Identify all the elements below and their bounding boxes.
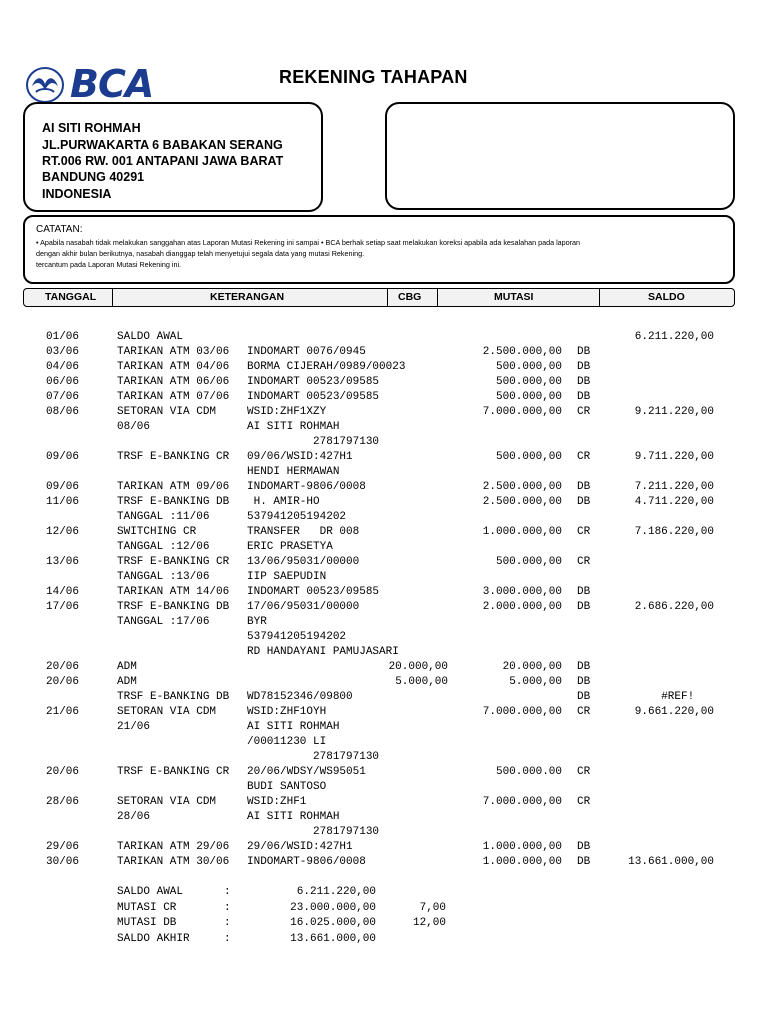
row-detail: INDOMART 00523/09585 [247,586,380,598]
row-saldo: 7.186.220,00 [634,526,714,538]
notes-heading: CATATAN: [36,224,83,235]
row-mutasi: 500.000,00 [495,361,562,373]
row-date: 08/06 [46,406,80,418]
notes-line: tercantum pada Laporan Mutasi Rekening ini. [36,260,182,269]
row-detail: BUDI SANTOSO [247,781,327,793]
row-saldo: 2.686.220,00 [634,601,714,613]
row-description: TRSF E-BANKING CR [117,451,230,463]
row-mutasi: 500.000,00 [495,451,562,463]
row-description: 21/06 [117,721,151,733]
notes-box [23,215,735,284]
row-detail: AI SITI ROHMAH [247,721,340,733]
row-description: TARIKAN ATM 14/06 [117,586,230,598]
header-divider [437,289,438,306]
row-type: CR [577,766,591,778]
customer-address-box [23,102,323,212]
summary-count: 7,00 [419,901,446,914]
row-saldo: 7.211.220,00 [634,481,714,493]
row-description: SETORAN VIA CDM [117,406,217,418]
customer-address-line: JL.PURWAKARTA 6 BABAKAN SERANG [42,138,283,152]
row-date: 20/06 [46,676,80,688]
row-type: DB [577,856,591,868]
row-description: TARIKAN ATM 29/06 [117,841,230,853]
row-date: 14/06 [46,586,80,598]
row-type: DB [577,841,591,853]
table-header [23,288,735,307]
customer-name: AI SITI ROHMAH [42,121,141,135]
row-detail: ERIC PRASETYA [247,541,333,553]
row-detail: INDOMART-9806/0008 [247,856,366,868]
row-type: CR [577,526,591,538]
row-type: DB [577,361,591,373]
row-detail: WSID:ZHF1XZY [247,406,327,418]
summary-amount: 23.000.000,00 [290,901,376,914]
row-date: 09/06 [46,481,80,493]
summary-amount: 6.211.220,00 [296,886,376,898]
row-date: 07/06 [46,391,80,403]
row-detail: IIP SAEPUDIN [247,571,327,583]
header-tanggal: TANGGAL [45,291,97,303]
row-date: 11/06 [46,496,80,508]
summary-label: MUTASI DB [117,917,177,929]
row-description: TARIKAN ATM 30/06 [117,856,230,868]
row-date: 29/06 [46,841,80,853]
row-mutasi: 2.500.000,00 [482,346,562,358]
row-date: 20/06 [46,661,80,673]
row-type: DB [577,661,591,673]
row-date: 17/06 [46,601,80,613]
summary-colon: : [224,886,231,898]
row-mutasi: 1.000.000,00 [482,841,562,853]
row-description: TANGGAL :11/06 [117,511,210,523]
summary-label: MUTASI CR [117,901,177,914]
row-description: ADM [117,676,137,688]
row-detail: 13/06/95031/00000 [247,556,360,568]
header-saldo: SALDO [648,291,685,303]
row-cbg-amount: 5.000,00 [395,676,448,688]
row-description: TRSF E-BANKING CR [117,766,230,778]
row-detail: 537941205194202 [247,631,347,643]
row-detail: 2781797130 [247,826,380,838]
row-mutasi: 2.500.000,00 [482,481,562,493]
row-mutasi: 3.000.000,00 [482,586,562,598]
row-saldo: 13.661.000,00 [628,856,714,868]
customer-address-line: RT.006 RW. 001 ANTAPANI JAWA BARAT [42,154,284,168]
row-detail: 20/06/WDSY/WS95051 [247,766,366,778]
row-description: SWITCHING CR [117,526,197,538]
row-mutasi: 7.000.000,00 [482,796,562,808]
row-type: DB [577,601,591,613]
row-description: 08/06 [117,421,151,433]
row-cbg-amount: 20.000,00 [388,661,448,673]
row-saldo: #REF! [661,691,714,703]
summary-label: SALDO AWAL [117,886,184,898]
row-detail: TRANSFER DR 008 [247,526,360,538]
summary-label: SALDO AKHIR [117,932,190,945]
row-detail: HENDI HERMAWAN [247,466,340,478]
row-mutasi: 1.000.000,00 [482,856,562,868]
header-divider [112,289,113,306]
row-detail: INDOMART 00523/09585 [247,391,380,403]
row-date: 21/06 [46,706,80,718]
row-description: TRSF E-BANKING CR [117,556,230,568]
row-mutasi: 7.000.000,00 [482,406,562,418]
row-detail: INDOMART-9806/0008 [247,481,366,493]
row-date: 30/06 [46,856,80,868]
row-mutasi: 2.500.000,00 [482,496,562,508]
bca-logo-text: BCA [70,62,154,106]
row-date: 09/06 [46,451,80,463]
row-date: 28/06 [46,796,80,808]
row-date: 12/06 [46,526,80,538]
notes-line: • Apabila nasabah tidak melakukan sanggahan atas Laporan Mutasi Rekening ini sampai • BCA berhak setiap saat melakukan koreksi apabila ada kesalahan pada laporan [36,238,581,247]
row-description: TARIKAN ATM 06/06 [117,376,230,388]
row-detail: H. AMIR-HO [247,496,320,508]
row-type: DB [577,346,591,358]
summary-count: 12,00 [412,917,446,929]
row-type: CR [577,406,591,418]
header-divider [599,289,600,306]
row-mutasi: 2.000.000,00 [482,601,562,613]
row-mutasi: 7.000.000,00 [482,706,562,718]
row-description: SALDO AWAL [117,331,184,343]
row-description: TANGGAL :13/06 [117,571,210,583]
row-detail: AI SITI ROHMAH [247,811,340,823]
row-date: 01/06 [46,331,80,343]
row-detail: /00011230 LI [247,736,327,748]
row-detail: INDOMART 0076/0945 [247,346,366,358]
customer-country: INDONESIA [42,187,112,201]
row-type: DB [577,691,591,703]
row-detail: 09/06/WSID:427H1 [247,451,353,463]
row-detail: 2781797130 [247,436,380,448]
row-detail: 537941205194202 [247,511,347,523]
notes-line: dengan akhir bulan berikutnya, nasabah dianggap telah menyetujui segala data yang mutasi Rekening. [36,249,365,258]
summary-colon: : [224,932,231,945]
account-info-box [385,102,735,210]
summary-colon: : [224,901,231,914]
row-mutasi: 500.000,00 [495,391,562,403]
row-description: 28/06 [117,811,151,823]
row-date: 06/06 [46,376,80,388]
header-keterangan: KETERANGAN [210,291,285,303]
row-detail: WSID:ZHF1 [247,796,307,808]
row-type: DB [577,391,591,403]
row-date: 03/06 [46,346,80,358]
row-description: ADM [117,661,137,673]
row-detail: BYR [247,616,267,628]
summary-amount: 16.025.000,00 [290,917,376,929]
row-saldo: 4.711.220,00 [634,496,714,508]
row-detail: INDOMART 00523/09585 [247,376,380,388]
row-description: TARIKAN ATM 04/06 [117,361,230,373]
row-type: CR [577,451,591,463]
bca-emblem-icon [26,66,64,104]
row-mutasi: 20.000,00 [502,661,562,673]
row-date: 04/06 [46,361,80,373]
row-type: DB [577,586,591,598]
row-saldo: 9.661.220,00 [634,706,714,718]
row-mutasi: 500.000,00 [495,556,562,568]
row-date: 20/06 [46,766,80,778]
summary-colon: : [224,917,231,929]
row-saldo: 6.211.220,00 [634,331,714,343]
bca-logo [26,62,172,106]
customer-address-line: BANDUNG 40291 [42,170,145,184]
row-type: DB [577,676,591,688]
row-description: TANGGAL :12/06 [117,541,210,553]
row-detail: 2781797130 [247,751,380,763]
row-mutasi: 500.000,00 [495,376,562,388]
header-cbg: CBG [398,291,422,303]
row-detail: 29/06/WSID:427H1 [247,841,353,853]
row-detail: BORMA CIJERAH/0989/00023 [247,361,406,373]
statement-title: REKENING TAHAPAN [279,67,468,87]
row-description: TARIKAN ATM 07/06 [117,391,230,403]
row-detail: RD HANDAYANI PAMUJASARI [247,646,399,658]
header-divider [387,289,388,306]
row-description: TANGGAL :17/06 [117,616,210,628]
row-saldo: 9.211.220,00 [634,406,714,418]
row-description: TARIKAN ATM 09/06 [117,481,230,493]
row-detail: AI SITI ROHMAH [247,421,340,433]
row-detail: 17/06/95031/00000 [247,601,360,613]
row-description: TRSF E-BANKING DB [117,496,230,508]
row-mutasi: 5.000,00 [509,676,562,688]
row-description: TARIKAN ATM 03/06 [117,346,230,358]
row-type: DB [577,496,591,508]
row-mutasi: 1.000.000,00 [482,526,562,538]
header-mutasi: MUTASI [494,291,534,303]
row-description: TRSF E-BANKING DB [117,691,230,703]
row-date: 13/06 [46,556,80,568]
row-detail: WD78152346/09800 [247,691,353,703]
row-description: SETORAN VIA CDM [117,796,217,808]
summary-amount: 13.661.000,00 [290,932,376,945]
row-type: CR [577,796,591,808]
row-type: DB [577,481,591,493]
row-detail: WSID:ZHF1OYH [247,706,327,718]
row-type: CR [577,706,591,718]
row-type: CR [577,556,591,568]
row-mutasi: 500.000.00 [495,766,562,778]
row-saldo: 9.711.220,00 [634,451,714,463]
row-description: TRSF E-BANKING DB [117,601,230,613]
row-description: SETORAN VIA CDM [117,706,217,718]
row-type: DB [577,376,591,388]
